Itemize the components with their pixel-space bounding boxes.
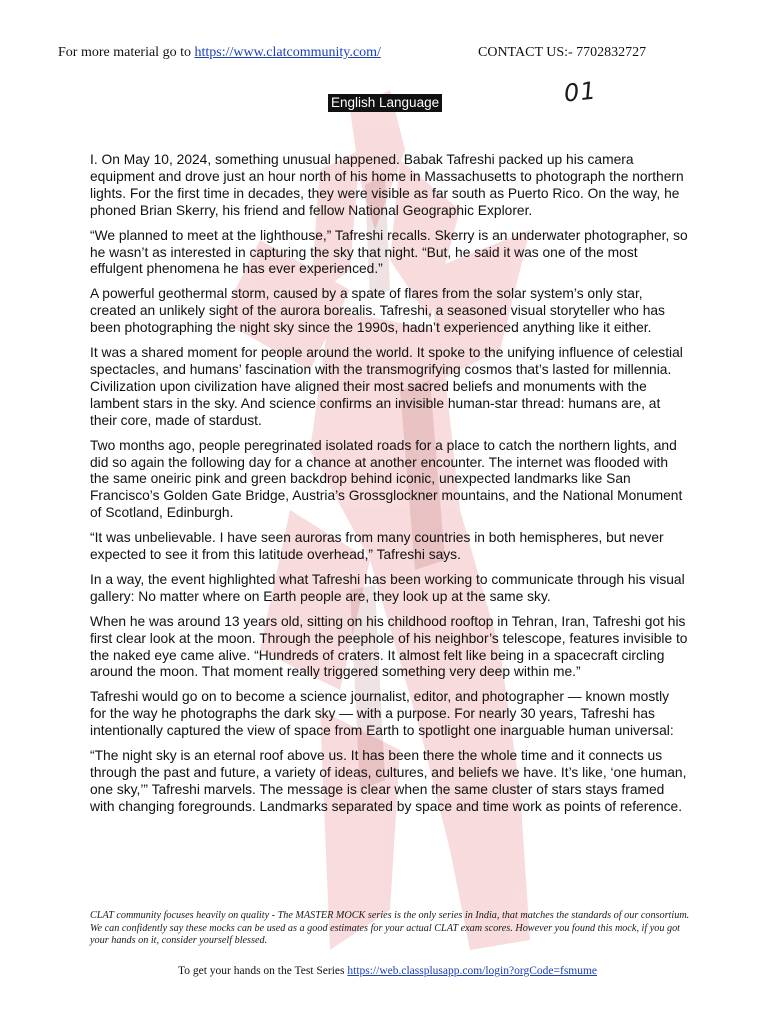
footer-cta-text: To get your hands on the Test Series xyxy=(178,965,348,977)
passage-paragraph: “We planned to meet at the lighthouse,” Tafreshi recalls. Skerry is an underwater photographer, so he wasn’t as interested in capturing the sky that night. “But, he said it was one of the most effulgent phenomena he has ever experienced.” xyxy=(90,227,688,277)
handwritten-page-number: 01 xyxy=(562,76,598,108)
passage xyxy=(90,152,688,824)
contact-info: CONTACT US:- 7702832727 xyxy=(478,45,647,60)
passage-paragraph: Tafreshi would go on to become a science journalist, editor, and photographer — known mostly for the way he photographs the dark sky — with a purpose. For nearly 30 years, Tafreshi has intentionally captured the view of space from Earth to spotlight one inarguable human universal: xyxy=(90,689,674,739)
passage-paragraph: “The night sky is an eternal roof above us. It has been there the whole time and it connects us through the past and future, a variety of ideas, cultures, and beliefs we have. It’s like, ‘one human, one sky,’” Tafreshi marvels. The message is clear when the same cluster of stars stays framed with changing foregrounds. Landmarks separated by space and time work as points of reference. xyxy=(90,748,687,814)
header-prefix-text: For more material go to xyxy=(58,45,195,60)
passage-paragraph: A powerful geothermal storm, caused by a spate of flares from the solar system’s only star, created an unlikely sight of the aurora borealis. Tafreshi, a seasoned visual storyteller who has been photographing the night sky since the 1990s, hadn’t experienced anything like it either. xyxy=(90,286,665,336)
test-series-link[interactable]: https://web.classplusapp.com/login?orgCode=fsmume xyxy=(347,965,598,977)
footer-note: CLAT community focuses heavily on quality - The MASTER MOCK series is the only series in India, that matches the standards of our consortium. We can confidently say these mocks can be used as a good estimates for your actual CLAT exam scores. However you found this mock, if you got your hands on it, consider yourself blessed. xyxy=(90,910,690,947)
footer-cta xyxy=(178,965,597,977)
passage-paragraph: It was a shared moment for people around the world. It spoke to the unifying influence of celestial spectacles, and humans’ fascination with the transmogrifying cosmos that’s lasted for millennia. Civilization upon civilization have aligned their most sacred beliefs and monuments with the lambent stars in the sky. And science confirms an invisible human-star thread: humans are, at their core, made of stardust. xyxy=(90,345,683,428)
header-left xyxy=(58,45,381,61)
website-link[interactable]: https://www.clatcommunity.com/ xyxy=(194,45,381,60)
passage-paragraph: When he was around 13 years old, sitting on his childhood rooftop in Tehran, Iran, Tafreshi got his first clear look at the moon. Through the peephole of his neighbor’s telescope, features invisible to the naked eye came alive. “Hundreds of craters. It almost felt like being in a spacecraft circling around the moon. That moment really triggered something very deep within me.” xyxy=(90,613,688,680)
passage-paragraph: Two months ago, people peregrinated isolated roads for a place to catch the northern lights, and did so again the following day for a chance at another encounter. The internet was flooded with the same oneiric pink and green backdrop behind iconic, unexpected landmarks like San Francisco’s Golden Gate Bridge, Austria’s Grossglockner mountains, and the National Monument of Scotland, Edinburgh. xyxy=(90,437,683,521)
passage-paragraph: “It was unbelievable. I have seen auroras from many countries in both hemispheres, but never expected to see it from this latitude overhead,” Tafreshi says. xyxy=(90,530,664,563)
page-header xyxy=(58,45,710,65)
passage-paragraph: I. On May 10, 2024, something unusual happened. Babak Tafreshi packed up his camera equipment and drove just an hour north of his home in Massachusetts to photograph the northern lights. For the first time in decades, they were visible as far south as Puerto Rico. On the way, he phoned Brian Skerry, his friend and fellow National Geographic Explorer. xyxy=(90,152,684,218)
subject-label: English Language xyxy=(328,94,442,112)
passage-paragraph: In a way, the event highlighted what Tafreshi has been working to communicate through his visual gallery: No matter where on Earth people are, they look up at the same sky. xyxy=(90,571,685,604)
